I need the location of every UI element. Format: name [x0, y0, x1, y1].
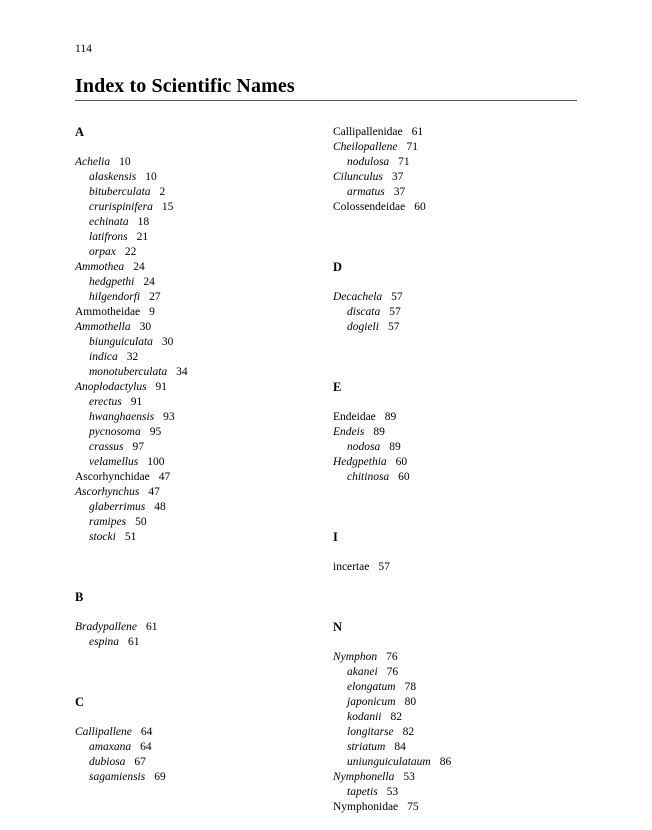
entry-name: longitarse — [347, 726, 394, 738]
entry-name: Nymphon — [333, 651, 378, 663]
index-subentry — [75, 515, 315, 530]
index-entry — [333, 770, 573, 785]
entry-name: akanei — [347, 666, 378, 678]
index-subentry — [333, 785, 573, 800]
entry-page: 53 — [386, 786, 399, 798]
index-entry — [333, 800, 573, 815]
title-rule — [75, 100, 577, 101]
entry-page: 30 — [161, 336, 174, 348]
entry-page: 71 — [406, 141, 419, 153]
index-entry — [333, 125, 573, 140]
entry-page: 64 — [140, 741, 152, 753]
spacer — [333, 335, 573, 380]
index-entry — [75, 320, 315, 335]
entry-name: crassus — [89, 441, 124, 453]
entry-name: indica — [89, 351, 118, 363]
entry-page: 67 — [134, 756, 146, 768]
entry-page: 10 — [119, 156, 131, 168]
entry-name: Bradypallene — [75, 621, 137, 633]
section-letter: E — [333, 380, 342, 394]
entry-page: 50 — [135, 516, 147, 528]
entry-page: 47 — [148, 486, 160, 498]
index-subentry — [333, 440, 573, 455]
entry-name: kodanii — [347, 711, 382, 723]
index-column-right — [333, 125, 573, 815]
entry-name: tapetis — [347, 786, 378, 798]
entry-page: 100 — [147, 456, 165, 468]
section-letter: A — [75, 125, 85, 139]
spacer — [333, 395, 573, 410]
index-subentry — [75, 290, 315, 305]
index-subentry — [75, 215, 315, 230]
entry-page: 89 — [384, 411, 397, 423]
entry-name: japonicum — [347, 696, 396, 708]
entry-page: 10 — [145, 171, 157, 183]
spacer — [75, 650, 315, 695]
entry-page: 53 — [403, 771, 415, 783]
entry-page: 51 — [124, 531, 137, 543]
section-letter: B — [75, 590, 84, 604]
entry-name: bituberculata — [89, 186, 151, 198]
index-entry — [75, 485, 315, 500]
index-entry — [75, 260, 315, 275]
entry-page: 95 — [149, 426, 162, 438]
entry-page: 78 — [404, 681, 417, 693]
index-subentry — [75, 740, 315, 755]
index-entry — [333, 650, 573, 665]
entry-page: 91 — [155, 381, 168, 393]
entry-page: 24 — [143, 276, 155, 288]
entry-name: stocki — [89, 531, 116, 543]
spacer — [333, 215, 573, 260]
index-subentry — [333, 755, 573, 770]
entry-name: Ascorhynchus — [75, 486, 140, 498]
entry-name: Ammothea — [75, 261, 125, 273]
spacer — [75, 140, 315, 155]
index-subentry — [75, 335, 315, 350]
index-subentry — [75, 410, 315, 425]
entry-page: 34 — [176, 366, 188, 378]
entry-name: Callipallenidae — [333, 126, 403, 138]
entry-name: dubiosa — [89, 756, 126, 768]
entry-name: discata — [347, 306, 381, 318]
section-letter: N — [333, 620, 343, 634]
entry-page: 37 — [391, 171, 404, 183]
entry-name: latifrons — [89, 231, 128, 243]
entry-page: 32 — [126, 351, 139, 363]
index-entry — [75, 470, 315, 485]
entry-name: Ammotheidae — [75, 306, 141, 318]
index-entry — [333, 290, 573, 305]
entry-page: 9 — [149, 306, 155, 318]
entry-name: elongatum — [347, 681, 396, 693]
index-subentry — [75, 440, 315, 455]
section-letter: D — [333, 260, 343, 274]
index-entry — [75, 155, 315, 170]
entry-page: 89 — [373, 426, 385, 438]
entry-name: Hedgpethia — [333, 456, 387, 468]
index-entry — [75, 305, 315, 320]
index-subentry — [75, 455, 315, 470]
index-subentry — [333, 710, 573, 725]
entry-page: 61 — [128, 636, 140, 648]
entry-name: Callipallene — [75, 726, 132, 738]
index-subentry — [333, 305, 573, 320]
entry-name: chitinosa — [347, 471, 390, 483]
entry-page: 64 — [140, 726, 153, 738]
index-subentry — [75, 350, 315, 365]
entry-page: 76 — [386, 666, 399, 678]
entry-page: 60 — [398, 471, 410, 483]
spacer — [75, 545, 315, 590]
entry-page: 93 — [163, 411, 175, 423]
index-subentry — [75, 185, 315, 200]
index-subentry — [333, 680, 573, 695]
index-subentry — [333, 695, 573, 710]
spacer — [333, 575, 573, 620]
entry-page: 61 — [145, 621, 158, 633]
index-column-left — [75, 125, 315, 785]
entry-page: 57 — [387, 321, 400, 333]
entry-name: Ascorhynchidae — [75, 471, 150, 483]
entry-page: 61 — [411, 126, 424, 138]
entry-name: pycnosoma — [89, 426, 141, 438]
entry-name: Achelia — [75, 156, 111, 168]
index-subentry — [75, 365, 315, 380]
spacer — [75, 605, 315, 620]
spacer — [333, 635, 573, 650]
entry-name: Nymphonidae — [333, 801, 399, 813]
entry-name: orpax — [89, 246, 116, 258]
entry-page: 57 — [389, 306, 401, 318]
entry-page: 30 — [139, 321, 152, 333]
section-letter: C — [75, 695, 85, 709]
index-subentry — [75, 245, 315, 260]
entry-page: 15 — [161, 201, 174, 213]
entry-name: incertae — [333, 561, 370, 573]
entry-page: 37 — [393, 186, 406, 198]
entry-name: alaskensis — [89, 171, 137, 183]
index-subentry — [75, 275, 315, 290]
index-subentry — [75, 395, 315, 410]
index-entry — [75, 380, 315, 395]
entry-name: crurispinifera — [89, 201, 153, 213]
entry-page: 2 — [159, 186, 166, 198]
index-subentry — [75, 530, 315, 545]
entry-page: 21 — [136, 231, 149, 243]
entry-page: 27 — [149, 291, 161, 303]
entry-name: hwanghaensis — [89, 411, 155, 423]
entry-page: 80 — [404, 696, 417, 708]
entry-name: Ammothella — [75, 321, 131, 333]
entry-page: 18 — [137, 216, 150, 228]
entry-name: Endeis — [333, 426, 365, 438]
entry-name: ramipes — [89, 516, 127, 528]
entry-page: 91 — [130, 396, 143, 408]
entry-page: 82 — [390, 711, 402, 723]
index-subentry — [333, 740, 573, 755]
entry-name: uniunguiculataum — [347, 756, 431, 768]
entry-name: amaxana — [89, 741, 132, 753]
entry-page: 82 — [402, 726, 415, 738]
entry-page: 75 — [407, 801, 419, 813]
index-subentry — [333, 470, 573, 485]
entry-name: Anoplodactylus — [75, 381, 147, 393]
index-subentry — [75, 230, 315, 245]
entry-name: Cheilopallene — [333, 141, 398, 153]
entry-name: velamellus — [89, 456, 139, 468]
spacer — [333, 485, 573, 530]
entry-page: 57 — [391, 291, 403, 303]
entry-name: Endeidae — [333, 411, 376, 423]
entry-name: armatus — [347, 186, 385, 198]
entry-page: 97 — [132, 441, 145, 453]
index-subentry — [333, 155, 573, 170]
entry-page: 48 — [154, 501, 166, 513]
index-subentry — [333, 665, 573, 680]
entry-name: sagamiensis — [89, 771, 146, 783]
index-subentry — [75, 200, 315, 215]
entry-name: monotuberculata — [89, 366, 168, 378]
entry-page: 24 — [133, 261, 145, 273]
entry-page: 71 — [398, 156, 410, 168]
index-subentry — [333, 185, 573, 200]
index-entry — [333, 455, 573, 470]
index-subentry — [75, 425, 315, 440]
entry-page: 60 — [395, 456, 408, 468]
entry-name: nodulosa — [347, 156, 390, 168]
index-subentry — [75, 170, 315, 185]
index-subentry — [75, 755, 315, 770]
spacer — [333, 545, 573, 560]
index-entry — [333, 170, 573, 185]
index-subentry — [75, 500, 315, 515]
entry-page: 89 — [389, 441, 401, 453]
entry-page: 22 — [124, 246, 137, 258]
entry-name: striatum — [347, 741, 386, 753]
entry-page: 84 — [394, 741, 406, 753]
index-entry — [333, 140, 573, 155]
index-entry — [333, 425, 573, 440]
index-entry — [333, 410, 573, 425]
entry-name: Colossendeidae — [333, 201, 406, 213]
index-subentry — [333, 320, 573, 335]
entry-name: Decachela — [333, 291, 383, 303]
page-number: 114 — [75, 43, 92, 55]
entry-name: biunguiculata — [89, 336, 153, 348]
index-entry — [333, 200, 573, 215]
entry-name: espina — [89, 636, 120, 648]
entry-page: 76 — [386, 651, 398, 663]
entry-page: 60 — [414, 201, 426, 213]
spacer — [75, 710, 315, 725]
entry-page: 47 — [158, 471, 171, 483]
entry-name: Cilunculus — [333, 171, 383, 183]
index-subentry — [333, 725, 573, 740]
page-title: Index to Scientific Names — [75, 75, 295, 97]
entry-name: glaberrimus — [89, 501, 146, 513]
entry-name: erectus — [89, 396, 122, 408]
index-subentry — [75, 770, 315, 785]
entry-name: nodosa — [347, 441, 381, 453]
entry-name: dogieli — [347, 321, 379, 333]
entry-name: echinata — [89, 216, 129, 228]
index-subentry — [75, 635, 315, 650]
spacer — [333, 275, 573, 290]
section-letter: I — [333, 530, 338, 544]
entry-name: hilgendorfi — [89, 291, 141, 303]
entry-name: Nymphonella — [333, 771, 395, 783]
entry-name: hedgpethi — [89, 276, 135, 288]
index-entry — [75, 725, 315, 740]
index-entry — [75, 620, 315, 635]
entry-page: 57 — [378, 561, 390, 573]
entry-page: 86 — [439, 756, 452, 768]
entry-page: 69 — [154, 771, 166, 783]
index-entry — [333, 560, 573, 575]
